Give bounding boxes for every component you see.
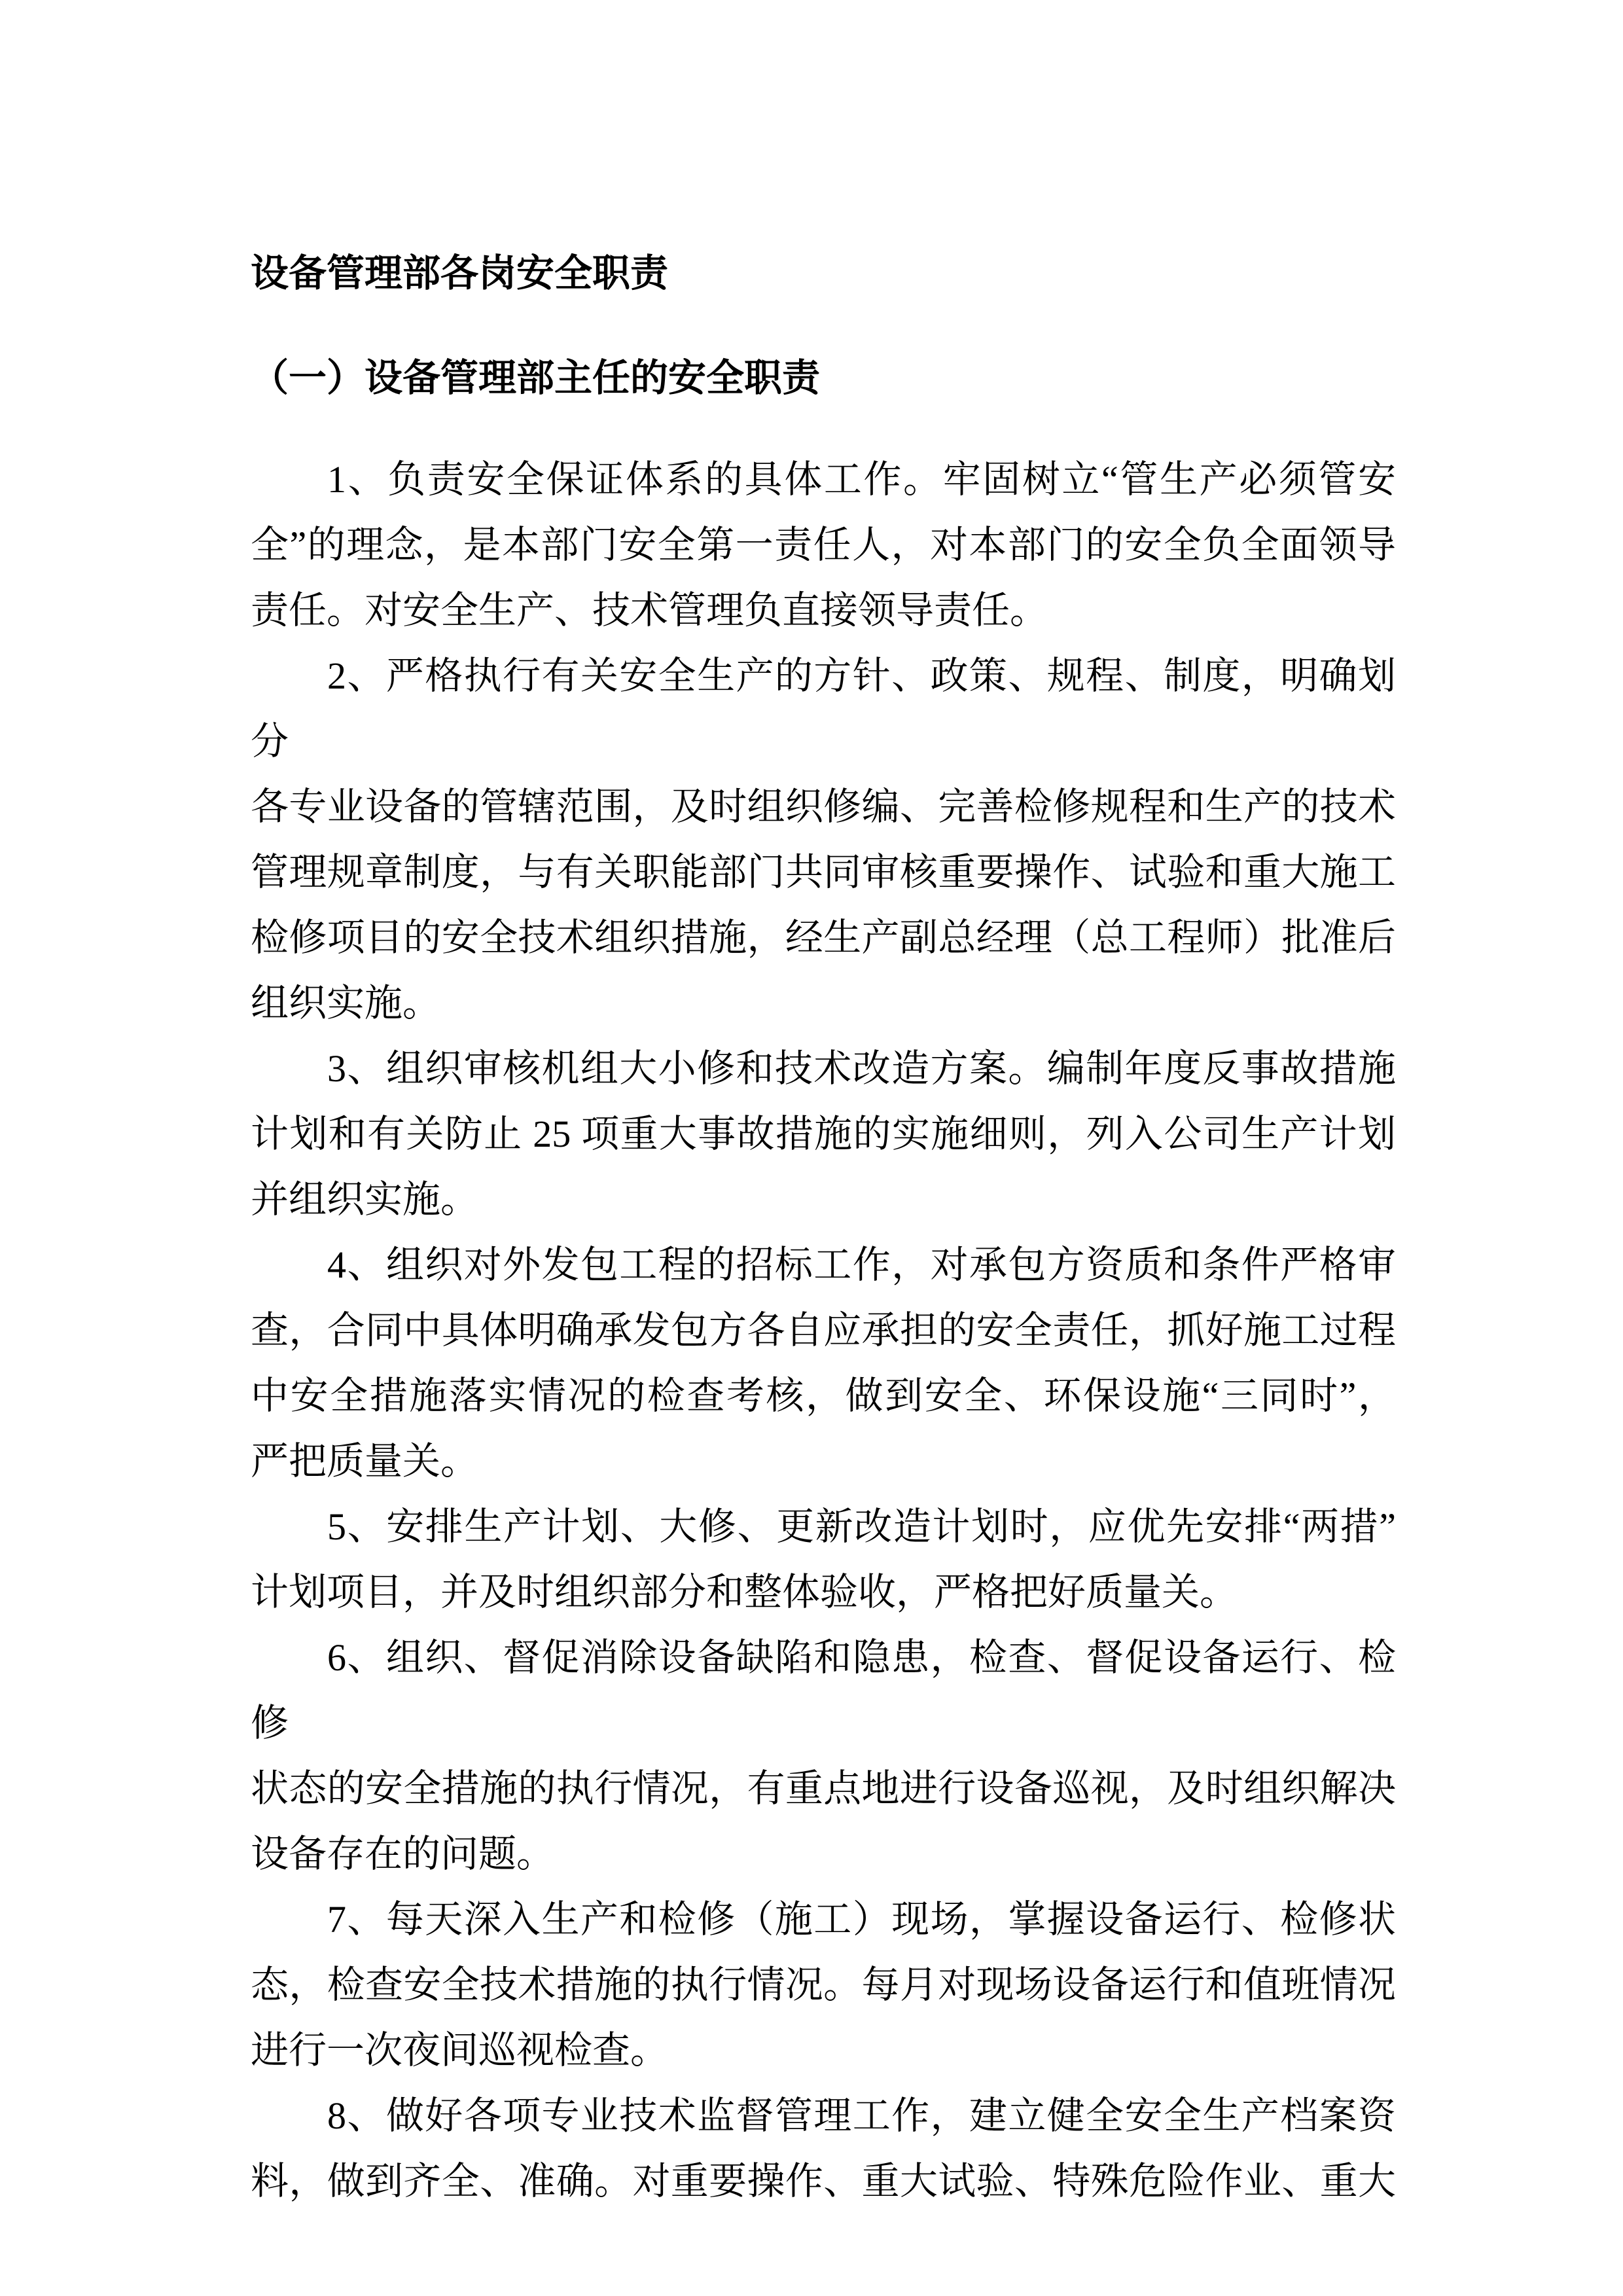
paragraph	[251, 643, 1396, 1036]
paragraph	[251, 1232, 1396, 1494]
body-line: 严把质量关。	[251, 1440, 479, 1482]
body-line: 组织实施。	[251, 982, 441, 1024]
body-line: 进行一次夜间巡视检查。	[251, 2029, 669, 2072]
paragraph	[251, 1887, 1396, 2083]
paragraph	[251, 1494, 1396, 1625]
body-line: 5、安排生产计划、大修、更新改造计划时，应优先安排“两措”	[327, 1505, 1396, 1548]
body-line: 设备存在的问题。	[251, 1833, 555, 1875]
body-line: 6、组织、督促消除设备缺陷和隐患，检查、督促设备运行、检修	[251, 1636, 1396, 1744]
body-line: 管理规章制度，与有关职能部门共同审核重要操作、试验和重大施工	[251, 851, 1396, 893]
paragraph	[251, 1625, 1396, 1887]
body-line: 态，检查安全技术措施的执行情况。每月对现场设备运行和值班情况	[251, 1964, 1396, 2006]
body-line: 检修项目的安全技术组织措施，经生产副总经理（总工程师）批准后	[251, 916, 1396, 959]
body-line: 1、负责安全保证体系的具体工作。牢固树立“管生产必须管安	[327, 458, 1396, 501]
body-line: 2、严格执行有关安全生产的方针、政策、规程、制度，明确划分	[251, 655, 1396, 762]
paragraph	[251, 447, 1396, 643]
body-line: 全”的理念，是本部门安全第一责任人，对本部门的安全负全面领导	[251, 524, 1396, 566]
body-line: 计划项目，并及时组织部分和整体验收，严格把好质量关。	[251, 1571, 1238, 1613]
body-line: 中安全措施落实情况的检查考核，做到安全、环保设施“三同时”，	[251, 1374, 1396, 1417]
body-line: 并组织实施。	[251, 1178, 479, 1221]
body-line: 责任。对安全生产、技术管理负直接领导责任。	[251, 589, 1048, 632]
body-line: 7、每天深入生产和检修（施工）现场，掌握设备运行、检修状	[327, 1898, 1396, 1941]
paragraph	[251, 2083, 1396, 2214]
body-line: 状态的安全措施的执行情况，有重点地进行设备巡视，及时组织解决	[251, 1767, 1396, 1810]
body-line: 3、组织审核机组大小修和技术改造方案。编制年度反事故措施	[327, 1047, 1396, 1090]
body-line: 8、做好各项专业技术监督管理工作，建立健全安全生产档案资	[327, 2094, 1396, 2137]
body-line: 各专业设备的管辖范围，及时组织修编、完善检修规程和生产的技术	[251, 785, 1396, 828]
body-line: 料，做到齐全、准确。对重要操作、重大试验、特殊危险作业、重大	[251, 2160, 1396, 2202]
body-line: 查，合同中具体明确承发包方各自应承担的安全责任，抓好施工过程	[251, 1309, 1396, 1352]
paragraph	[251, 1036, 1396, 1232]
document-title: 设备管理部各岗安全职责	[251, 252, 669, 295]
body-line: 计划和有关防止 25 项重大事故措施的实施细则，列入公司生产计划	[251, 1113, 1396, 1155]
document-content	[251, 241, 1396, 2214]
body-line: 4、组织对外发包工程的招标工作，对承包方资质和条件严格审	[327, 1244, 1396, 1286]
section-heading: （一）设备管理部主任的安全职责	[251, 357, 821, 399]
